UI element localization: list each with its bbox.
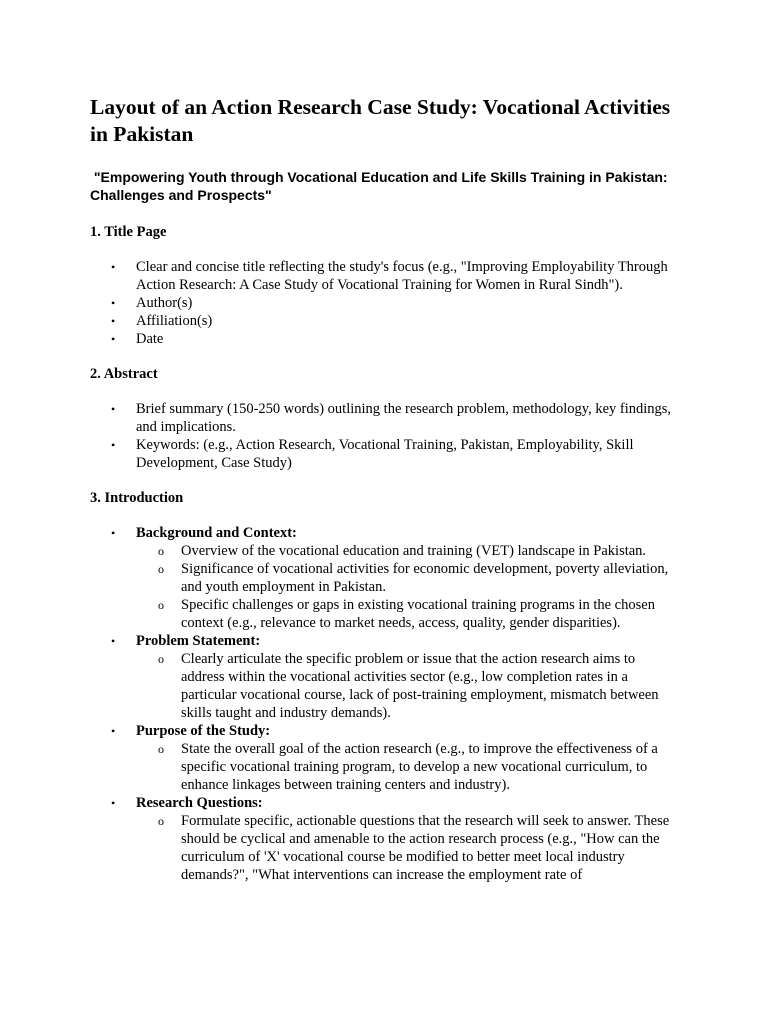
section-heading-title-page: 1. Title Page: [90, 224, 167, 240]
bullet-icon: •: [111, 296, 116, 310]
group-label: Background and Context:: [136, 525, 297, 541]
section-heading-abstract: 2. Abstract: [90, 366, 158, 382]
sub-list-item-text: Specific challenges or gaps in existing vocational training programs in the chosen context (e.g., relevance to market needs, access, quality, gender disparities).: [181, 597, 655, 631]
sub-list: [136, 812, 682, 884]
list-item-text: Brief summary (150-250 words) outlining the research problem, methodology, key findings, and implications.: [136, 401, 672, 435]
sub-bullet-icon: o: [158, 598, 164, 612]
list-item: [90, 312, 682, 330]
list-item-text: Author(s): [136, 295, 193, 311]
list-item: [90, 436, 682, 472]
list-item: [90, 258, 682, 294]
list-item-text: Affiliation(s): [136, 313, 213, 329]
group-label: Purpose of the Study:: [136, 723, 271, 739]
sub-list-item: [136, 812, 682, 884]
bullet-icon: •: [111, 796, 116, 810]
sub-bullet-icon: o: [158, 544, 164, 558]
title-page-list: [90, 258, 682, 348]
document-title: Layout of an Action Research Case Study: Vocational Activities in Pakistan: [90, 95, 671, 146]
sub-bullet-icon: o: [158, 742, 164, 756]
sub-list-item-text: Clearly articulate the specific problem or issue that the action research aims to address within the vocational activities sector (e.g., low completion rates in a particular vocational course, lack of post-training employment, mismatch between skills taught and industry demands).: [181, 651, 659, 721]
sub-list: [136, 650, 682, 722]
list-item: [90, 400, 682, 436]
list-item-text: Date: [136, 331, 164, 347]
list-item-purpose: [90, 722, 682, 794]
sub-bullet-icon: o: [158, 562, 164, 576]
bullet-icon: •: [111, 438, 116, 452]
list-item-text: Keywords: (e.g., Action Research, Vocational Training, Pakistan, Employability, Skill Development, Case Study): [136, 437, 634, 471]
sub-list: [136, 740, 682, 794]
list-item: [90, 330, 682, 348]
bullet-icon: •: [111, 332, 116, 346]
sub-list-item-text: Formulate specific, actionable questions that the research will seek to answer. These should be cyclical and amenable to the action research process (e.g., "How can the curriculum of 'X' vocational course be modified to better meet local industry demands?", "What interventions can increase the employment rate of: [181, 813, 670, 883]
bullet-icon: •: [111, 260, 116, 274]
document-subtitle: "Empowering Youth through Vocational Education and Life Skills Training in Pakistan: Challenges and Prospects": [90, 169, 672, 203]
sub-list-item-text: State the overall goal of the action research (e.g., to improve the effectiveness of a specific vocational training program, to develop a new vocational curriculum, to enhance linkages between training centers and industry).: [181, 741, 658, 793]
abstract-list: [90, 400, 682, 472]
bullet-icon: •: [111, 314, 116, 328]
list-item-background: [90, 524, 682, 632]
sub-list-item: [136, 542, 682, 560]
list-item-problem-statement: [90, 632, 682, 722]
introduction-list: [90, 524, 682, 884]
group-label: Research Questions:: [136, 795, 263, 811]
section-heading-introduction: 3. Introduction: [90, 490, 184, 506]
document-page: [90, 94, 682, 901]
sub-list-item: [136, 650, 682, 722]
sub-list-item: [136, 596, 682, 632]
group-label: Problem Statement:: [136, 633, 261, 649]
list-item-research-questions: [90, 794, 682, 884]
sub-list-item: [136, 560, 682, 596]
bullet-icon: •: [111, 402, 116, 416]
bullet-icon: •: [111, 634, 116, 648]
bullet-icon: •: [111, 526, 116, 540]
sub-bullet-icon: o: [158, 652, 164, 666]
sub-list-item-text: Overview of the vocational education and training (VET) landscape in Pakistan.: [181, 543, 647, 559]
list-item-text: Clear and concise title reflecting the study's focus (e.g., "Improving Employability Through Action Research: A Case Study of Vocational Training for Women in Rural Sindh").: [136, 259, 668, 293]
bullet-icon: •: [111, 724, 116, 738]
sub-list: [136, 542, 682, 632]
sub-list-item-text: Significance of vocational activities for economic development, poverty alleviation, and youth employment in Pakistan.: [181, 561, 669, 595]
list-item: [90, 294, 682, 312]
sub-bullet-icon: o: [158, 814, 164, 828]
sub-list-item: [136, 740, 682, 794]
